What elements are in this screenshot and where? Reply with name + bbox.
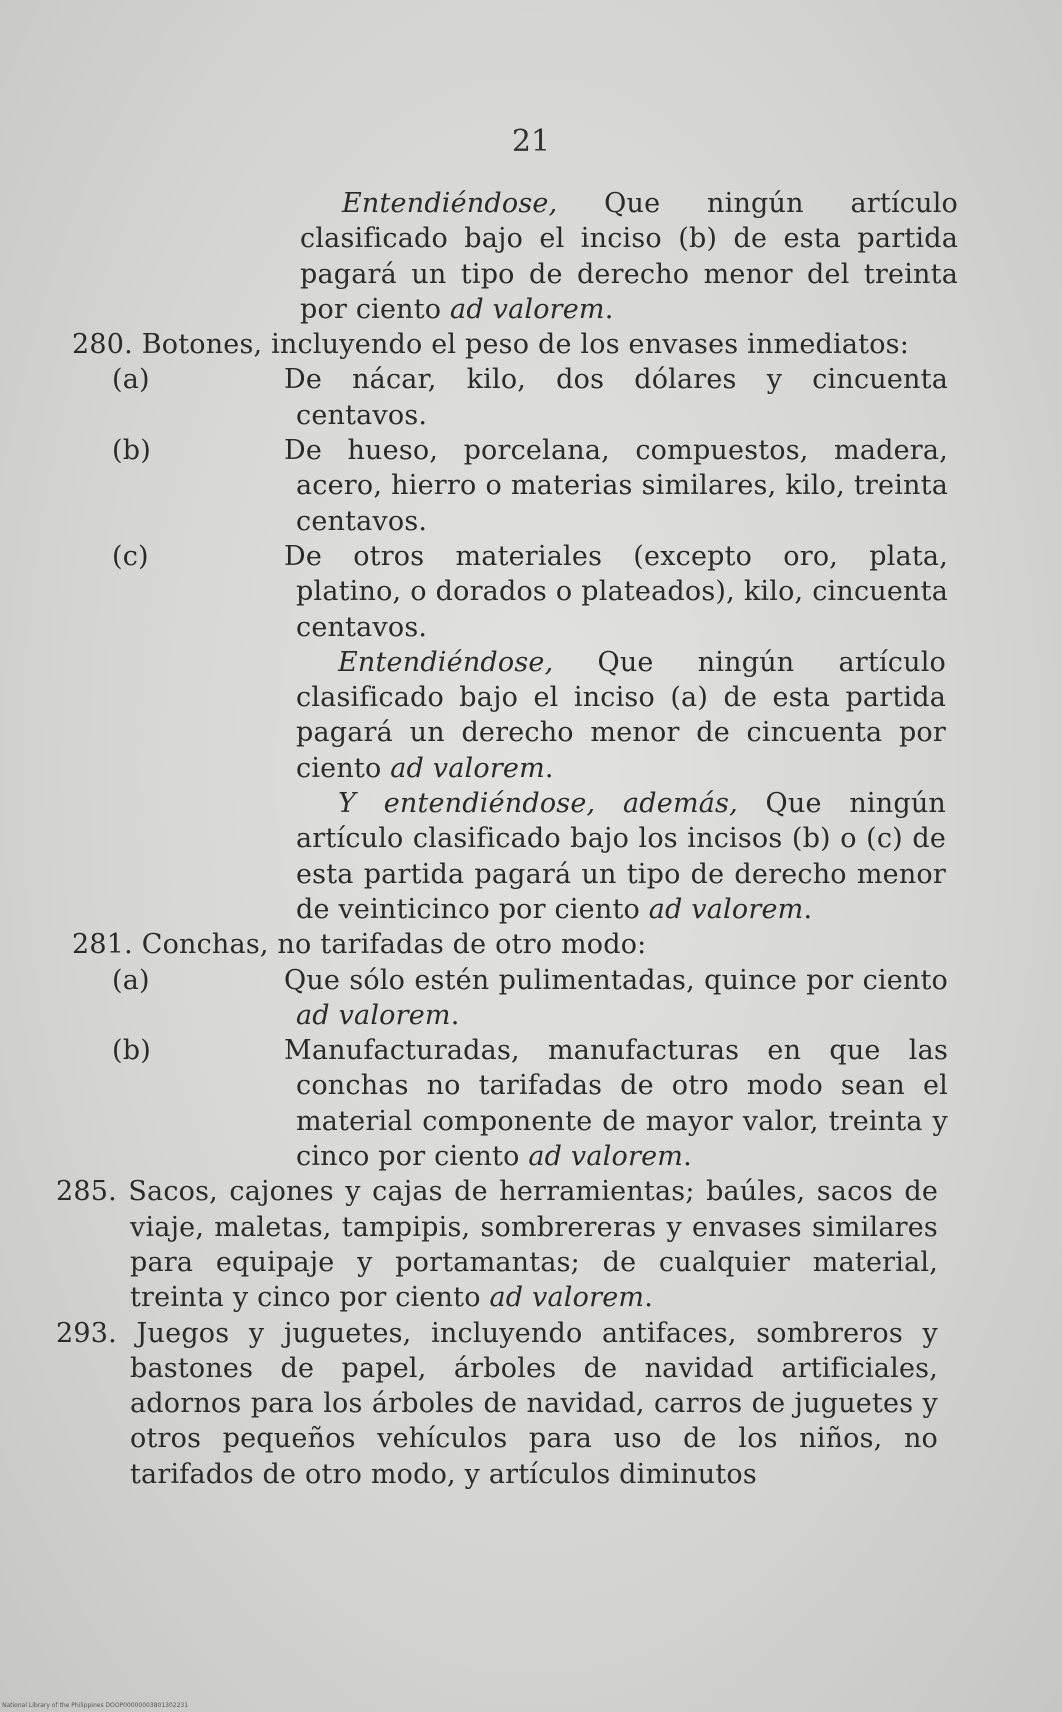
tariff-item-285: 285. Sacos, cajones y cajas de herramientas; baúles, sacos de viaje, maletas, tampipis, sombrereras y envases similares para equipaje y portamantas; de cualquier material, treinta y cinco por ciento ad valorem.: [56, 1176, 938, 1314]
subitem-280-c: (c) De otros materiales (excepto oro, plata, platino, o dorados o plateados), kilo, cincuenta centavos.: [112, 540, 948, 643]
page-number: 21: [511, 124, 551, 159]
proviso-paragraph: Y entendiéndose, además, Que ningún artículo clasificado bajo los incisos (b) o (c) de esta partida pagará un tipo de derecho menor de veinticinco por ciento ad valorem.: [296, 788, 946, 925]
subitem-281-a: (a) Que sólo estén pulimentadas, quince por ciento ad valorem.: [112, 964, 948, 1031]
library-footer: National Library of the Philippines DOOP00000003801302231: [2, 1702, 189, 1709]
subitem-281-b: (b) Manufacturadas, manufacturas en que las conchas no tarifadas de otro modo sean el material componente de mayor valor, treinta y cinco por ciento ad valorem.: [112, 1035, 948, 1173]
tariff-item-280: 280. Botones, incluyendo el peso de los envases inmediatos:: [72, 329, 910, 361]
proviso-paragraph: Entendiéndose, Que ningún artículo clasificado bajo el inciso (a) de esta partida pagará un derecho menor de cincuenta por ciento ad valorem.: [296, 646, 946, 784]
proviso-paragraph: Entendiéndose, Que ningún artículo clasificado bajo el inciso (b) de esta partida pagará un tipo de derecho menor del treinta por ciento ad valorem.: [300, 188, 958, 325]
subitem-280-b: (b) De hueso, porcelana, compuestos, madera, acero, hierro o materias similares, kilo, treinta centavos.: [112, 435, 948, 537]
tariff-item-281: 281. Conchas, no tarifadas de otro modo:: [72, 929, 647, 961]
document-body: [0, 186, 1062, 1492]
tariff-item-293: 293. Juegos y juguetes, incluyendo antifaces, sombreros y bastones de papel, árboles de navidad artificiales, adornos para los árboles de navidad, carros de juguetes y otros pequeños vehículos para uso de los niños, no tarifados de otro modo, y artículos diminutos: [56, 1317, 938, 1490]
subitem-280-a: (a) De nácar, kilo, dos dólares y cincuenta centavos.: [112, 364, 948, 431]
